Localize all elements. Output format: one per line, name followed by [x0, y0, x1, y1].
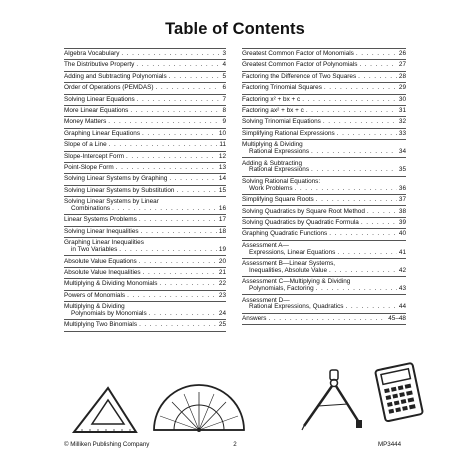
toc-leader-dots [316, 286, 397, 293]
toc-leader-dots [143, 270, 217, 277]
toc-page-number: 35 [398, 166, 406, 174]
toc-entry [64, 268, 226, 279]
toc-entry-title: Assessment B—Linear Systems, [242, 259, 336, 267]
toc-leader-dots [142, 131, 217, 138]
toc-entry-line [64, 154, 226, 161]
toc-entry-title: Solving Linear Inequalities [64, 227, 139, 235]
toc-leader-dots [306, 108, 397, 115]
toc-entry-title: Solving Linear Systems by Substitution [64, 186, 175, 194]
toc-leader-dots [141, 229, 217, 236]
toc-leader-dots [126, 154, 217, 161]
toc-entry-title: Solving Rational Equations: [242, 177, 321, 185]
toc-entry-line [242, 197, 406, 204]
toc-leader-dots [356, 51, 397, 58]
toc-leader-dots [345, 304, 396, 311]
toc-entry [242, 158, 406, 176]
toc-entry [64, 302, 226, 320]
toc-leader-dots [367, 209, 397, 216]
toc-leader-dots [169, 74, 221, 81]
toc-entry-line [64, 119, 226, 126]
toc-page-number: 42 [398, 266, 406, 274]
toc-page-number: 18 [218, 227, 226, 235]
toc-page-number: 9 [222, 118, 226, 126]
toc-entry-title: Multiplying & Dividing [242, 141, 303, 149]
toc-entry-line [242, 186, 406, 193]
toc-entry [64, 60, 226, 71]
triangle-ruler-icon [70, 384, 140, 436]
toc-leader-dots [311, 149, 397, 156]
toc-entry [64, 152, 226, 163]
toc-page-number: 27 [398, 61, 406, 69]
toc-leader-dots [139, 259, 217, 266]
toc-entry [64, 197, 226, 215]
toc-entry-title: Adding & Subtracting [242, 159, 303, 167]
toc-entry-title: Polynomials by Monomials [71, 310, 147, 318]
toc-page-number: 19 [218, 246, 226, 254]
toc-entry-line [64, 176, 226, 183]
toc-entry-title: Solving Linear Systems by Linear [64, 198, 159, 206]
toc-entry [242, 49, 406, 60]
toc-entry [64, 95, 226, 106]
toc-leader-dots [311, 167, 397, 174]
toc-leader-dots [302, 97, 397, 104]
compass-icon [296, 368, 366, 432]
toc-page-number: 4 [222, 61, 226, 69]
toc-entry-title: Expressions, Linear Equations [249, 248, 336, 256]
toc-entry [242, 206, 406, 217]
toc-entry-title: Solving Trinomial Equations [242, 118, 321, 126]
toc-page-number: 25 [218, 321, 226, 329]
toc-entry-title: Linear Systems Problems [64, 216, 137, 224]
toc-entry-line [64, 108, 226, 115]
toc-entry-title: Greatest Common Factor of Monomials [242, 50, 354, 58]
toc-entry [64, 186, 226, 197]
toc-entry [64, 83, 226, 94]
toc-entry-line [242, 167, 406, 174]
toc-entry-line [64, 293, 226, 300]
toc-leader-dots [159, 281, 216, 288]
toc-entry-title: Factoring the Difference of Two Squares [242, 72, 357, 80]
toc-column-right [242, 48, 406, 325]
toc-entry [242, 72, 406, 83]
toc-entry [242, 295, 406, 313]
toc-entry [242, 140, 406, 158]
toc-leader-dots [112, 206, 217, 213]
toc-leader-dots [323, 119, 397, 126]
toc-page-number: 15 [218, 186, 226, 194]
toc-leader-dots [324, 85, 397, 92]
toc-entry-title: Factoring Trinomial Squares [242, 84, 322, 92]
toc-page-number: 29 [398, 84, 406, 92]
toc-page-number: 34 [398, 148, 406, 156]
toc-entry [242, 229, 406, 240]
toc-page-number: 21 [218, 268, 226, 276]
toc-entry-title: More Linear Equations [64, 107, 129, 115]
toc-entry-line [242, 85, 406, 92]
toc-leader-dots [119, 247, 217, 254]
toc-entry [64, 238, 226, 256]
toc-entry-line [242, 220, 406, 227]
toc-leader-dots [149, 311, 217, 318]
toc-page-number: 22 [218, 280, 226, 288]
toc-leader-dots [121, 51, 220, 58]
toc-leader-dots [329, 268, 397, 275]
toc-page-number: 3 [222, 50, 226, 58]
toc-entry-line [64, 247, 226, 254]
toc-entry-title: Polynomials, Factoring [249, 285, 314, 293]
toc-entry-line [242, 51, 406, 58]
toc-entry-line [242, 231, 406, 238]
toc-page-number: 30 [398, 95, 406, 103]
toc-entry [242, 177, 406, 195]
toc-page-number: 24 [218, 310, 226, 318]
toc-entry-title: Multiplying & Dividing [64, 303, 125, 311]
toc-entry [242, 106, 406, 117]
toc-entry [64, 291, 226, 302]
toc-entry [242, 259, 406, 277]
toc-entry-title: Assessment D— [242, 296, 290, 304]
toc-leader-dots [139, 322, 217, 329]
toc-leader-dots [176, 188, 216, 195]
toc-leader-dots [139, 217, 217, 224]
footer-page-number: 2 [233, 441, 237, 448]
toc-entry-title: Adding and Subtracting Polynomials [64, 72, 167, 80]
toc-entry-line [242, 250, 406, 257]
toc-page-number: 8 [222, 107, 226, 115]
toc-page-number: 13 [218, 164, 226, 171]
toc-page-number: 17 [218, 216, 226, 224]
toc-entry-title: in Two Variables [71, 246, 118, 254]
toc-entry [242, 314, 406, 325]
toc-entry-title: Rational Expressions [249, 148, 310, 156]
toc-leader-dots [295, 186, 397, 193]
toc-entry-title: Work Problems [249, 184, 293, 192]
toc-entry [242, 241, 406, 259]
toc-entry-line [242, 286, 406, 293]
toc-entry-title: Solving Quadratics by Quadratic Formula [242, 218, 359, 226]
toc-entry-line [64, 259, 226, 266]
toc-leader-dots [109, 142, 218, 149]
toc-page-number: 43 [398, 285, 406, 293]
toc-entry-title: Assessment C—Multiplying & Dividing [242, 278, 351, 286]
toc-entry [64, 129, 226, 140]
calculator-icon [372, 360, 428, 424]
toc-entry [64, 256, 226, 267]
toc-leader-dots [137, 97, 221, 104]
toc-entry [242, 60, 406, 71]
toc-page-number: 33 [398, 129, 406, 137]
toc-entry-title: Factoring x² + bx + c [242, 95, 301, 103]
toc-entry [64, 174, 226, 185]
footer-copyright: © Milliken Publishing Company [64, 441, 150, 448]
toc-page-number: 36 [398, 184, 406, 192]
toc-page-number: 20 [218, 257, 226, 265]
toc-page-number: 44 [398, 303, 406, 311]
toc-entry-line [64, 85, 226, 92]
toc-leader-dots [127, 293, 217, 300]
toc-entry [64, 227, 226, 238]
toc-page-number: 39 [398, 218, 406, 226]
toc-entry-line [242, 131, 406, 138]
toc-page-number: 16 [218, 205, 226, 213]
toc-page-number: 5 [222, 72, 226, 80]
toc-page-number: 37 [398, 196, 406, 204]
toc-entry-line [64, 217, 226, 224]
toc-entry-line [64, 62, 226, 69]
toc-page-number: 28 [398, 72, 406, 80]
toc-entry-title: Solving Linear Equations [64, 95, 135, 103]
toc-entry-title: Slope-Intercept Form [64, 152, 125, 160]
toc-entry-line [242, 268, 406, 275]
toc-entry-line [242, 209, 406, 216]
protractor-icon [150, 380, 248, 436]
toc-entry-title: Assessment A— [242, 241, 289, 249]
toc-page-number: 38 [398, 207, 406, 215]
toc-entry [242, 277, 406, 295]
toc-entry [64, 215, 226, 226]
toc-page-number: 26 [398, 50, 406, 58]
toc-leader-dots [358, 74, 397, 81]
toc-entry-title: Greatest Common Factor of Polynomials [242, 61, 358, 69]
toc-entry [64, 106, 226, 117]
toc-entry-line [64, 311, 226, 318]
toc-entry [242, 83, 406, 94]
toc-entry-line [64, 206, 226, 213]
toc-column-left [64, 48, 226, 332]
toc-page-number: 12 [218, 152, 226, 160]
toc-page-number: 11 [219, 141, 226, 149]
toc-page-number: 6 [222, 84, 226, 92]
toc-entry-line [64, 74, 226, 81]
toc-leader-dots [116, 165, 217, 172]
toc-entry-line [64, 131, 226, 138]
toc-entry [242, 218, 406, 229]
toc-entry-title: Absolute Value Inequalities [64, 268, 141, 276]
toc-leader-dots [361, 220, 397, 227]
toc-entry-title: Simplifying Rational Expressions [242, 129, 335, 137]
toc-page-number: 45–48 [388, 314, 406, 322]
toc-page-number: 23 [218, 291, 226, 299]
toc-entry-title: Solving Quadratics by Square Root Method [242, 207, 365, 215]
toc-entry [242, 195, 406, 206]
toc-entry-title: Combinations [71, 205, 111, 213]
toc-entry-line [242, 149, 406, 156]
toc-entry-line [242, 97, 406, 104]
toc-entry-line [64, 281, 226, 288]
toc-entry [242, 95, 406, 106]
toc-entry-title: Point-Slope Form [64, 164, 114, 171]
footer-product-code: MP3444 [378, 441, 402, 448]
toc-leader-dots [130, 108, 220, 115]
toc-entry [64, 72, 226, 83]
toc-entry-line [242, 316, 406, 323]
toc-entry [64, 279, 226, 290]
toc-entry-line [242, 304, 406, 311]
toc-entry-line [242, 62, 406, 69]
toc-entry-line [64, 188, 226, 195]
toc-entry [64, 117, 226, 128]
toc-entry-line [64, 229, 226, 236]
toc-leader-dots [316, 197, 397, 204]
toc-entry-title: Inequalities, Absolute Value [249, 266, 328, 274]
toc-page-number: 41 [398, 248, 406, 256]
toc-entry [64, 49, 226, 60]
toc-entry-title: Graphing Quadratic Functions [242, 230, 328, 238]
toc-entry-title: Factoring ax² + bx + c [242, 107, 304, 115]
toc-leader-dots [359, 62, 396, 69]
toc-entry-title: Multiplying & Dividing Monomials [64, 280, 158, 288]
toc-entry-line [64, 97, 226, 104]
toc-page-number: 32 [398, 118, 406, 126]
toc-entry-line [242, 119, 406, 126]
toc-entry [64, 320, 226, 331]
toc-entry [64, 140, 226, 151]
toc-entry [242, 129, 406, 140]
toc-leader-dots [136, 62, 220, 69]
toc-entry-line [64, 270, 226, 277]
toc-entry-title: Absolute Value Equations [64, 257, 137, 265]
toc-leader-dots [337, 250, 397, 257]
toc-page-number: 31 [398, 107, 406, 115]
toc-entry-line [64, 142, 226, 149]
toc-entry-title: Rational Expressions [249, 166, 310, 174]
toc-entry-title: Answers [242, 314, 267, 322]
toc-entry-title: Algebra Vocabulary [64, 50, 120, 58]
toc-entry-title: Powers of Monomials [64, 291, 126, 299]
toc-entry-title: Order of Operations (PEMDAS) [64, 84, 154, 92]
toc-leader-dots [108, 119, 220, 126]
toc-entry-title: Solving Linear Systems by Graphing [64, 175, 168, 183]
toc-entry-title: Graphing Linear Equations [64, 129, 141, 137]
toc-entry [64, 163, 226, 174]
toc-entry-title: Simplifying Square Roots [242, 196, 314, 204]
toc-leader-dots [337, 131, 397, 138]
toc-entry-title: Money Matters [64, 118, 107, 126]
toc-page-number: 7 [222, 95, 226, 103]
toc-leader-dots [329, 231, 397, 238]
toc-entry-title: Rational Expressions, Quadratics [249, 303, 344, 311]
toc-entry-title: Graphing Linear Inequalities [64, 239, 144, 247]
toc-page-number: 40 [398, 230, 406, 238]
toc-entry-line [64, 322, 226, 329]
toc-leader-dots [156, 85, 221, 92]
toc-page-number: 14 [218, 175, 226, 183]
toc-leader-dots [269, 316, 387, 323]
toc-entry-title: Multiplying Two Binomials [64, 321, 138, 329]
page-title: Table of Contents [165, 20, 305, 38]
toc-leader-dots [169, 176, 217, 183]
toc-entry-title: The Distributive Property [64, 61, 135, 69]
toc-page-number: 10 [218, 129, 226, 137]
toc-entry-line [64, 51, 226, 58]
toc-entry-title: Slope of a Line [64, 141, 107, 149]
toc-entry [242, 117, 406, 128]
toc-entry-line [242, 74, 406, 81]
toc-entry-line [242, 108, 406, 115]
toc-entry-line [64, 165, 226, 172]
